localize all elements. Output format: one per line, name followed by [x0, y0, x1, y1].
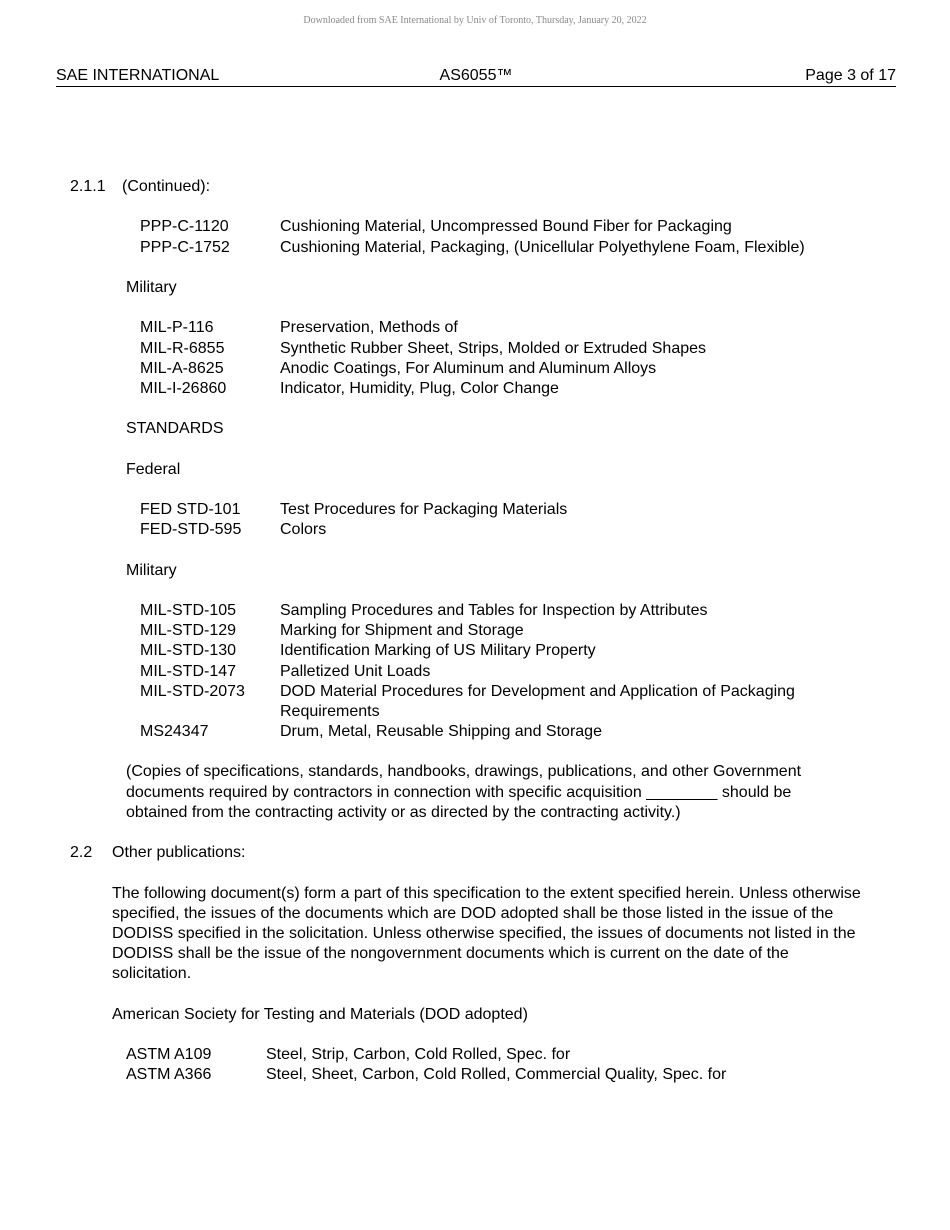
reference-code: MIL-STD-147	[140, 662, 237, 680]
subheading-military-standards: Military	[126, 561, 177, 579]
header-page-number: Page 3 of 17	[805, 67, 896, 84]
reference-row	[0, 1045, 950, 1065]
reference-code: MIL-R-6855	[140, 339, 225, 357]
reference-code: ASTM A109	[126, 1046, 212, 1064]
reference-row	[0, 379, 950, 399]
reference-title: Colors	[280, 521, 327, 539]
reference-title: Indicator, Humidity, Plug, Color Change	[280, 379, 559, 397]
reference-title: Anodic Coatings, For Aluminum and Aluminum Alloys	[280, 359, 657, 377]
subheading-military-specs: Military	[126, 278, 177, 296]
reference-title: Sampling Procedures and Tables for Inspection by Attributes	[280, 601, 708, 619]
reference-row	[0, 520, 950, 540]
section-number: 2.2	[70, 844, 93, 862]
section-heading	[0, 177, 950, 197]
page-header	[56, 66, 896, 87]
page-body	[0, 177, 950, 1086]
other-publications-paragraph: The following document(s) form a part of this specification to the extent specified herein. Unless otherwise specified, the issues of the documents which are DOD adopted shall be those listed in the issue of the DODISS specified in the solicitation. Unless otherwise specified, the issues of documents not listed in the DODISS shall be the issue of the nongovernment documents which is current on the date of the solicitation.	[112, 884, 861, 983]
reference-code: MIL-A-8625	[140, 359, 224, 377]
reference-title: Cushioning Material, Uncompressed Bound Fiber for Packaging	[280, 218, 732, 236]
reference-code: PPP-C-1120	[140, 218, 229, 236]
reference-code: ASTM A366	[126, 1066, 212, 1084]
reference-code: MIL-I-26860	[140, 379, 227, 397]
copies-note: (Copies of specifications, standards, handbooks, drawings, publications, and other Government documents required by contractors in connection with specific acquisition ________ should be obtained from the contracting activity or as directed by the contracting activity.)	[126, 763, 802, 821]
section-title: (Continued):	[122, 178, 211, 195]
reference-code: MIL-P-116	[140, 319, 214, 337]
reference-code: MIL-STD-2073	[140, 682, 245, 700]
reference-row	[0, 722, 950, 742]
reference-title: Synthetic Rubber Sheet, Strips, Molded or Extruded Shapes	[280, 339, 707, 357]
section-heading	[0, 843, 950, 863]
download-watermark: Downloaded from SAE International by Univ of Toronto, Thursday, January 20, 2022	[303, 15, 647, 26]
section-number: 2.1.1	[70, 178, 106, 195]
reference-row	[0, 1065, 950, 1085]
reference-title: Test Procedures for Packaging Materials	[280, 501, 568, 518]
section-title: Other publications:	[112, 844, 246, 862]
reference-code: FED-STD-595	[140, 521, 242, 539]
reference-title: Steel, Strip, Carbon, Cold Rolled, Spec. for	[266, 1046, 571, 1064]
reference-code: PPP-C-1752	[140, 238, 230, 256]
reference-code: MIL-STD-130	[140, 642, 237, 660]
reference-row	[0, 339, 950, 359]
reference-title: Preservation, Methods of	[280, 319, 458, 337]
reference-title: DOD Material Procedures for Development and Application of Packaging Requirements	[280, 682, 795, 720]
reference-row	[0, 359, 950, 379]
astm-heading: American Society for Testing and Materials (DOD adopted)	[112, 1005, 528, 1023]
reference-title: Marking for Shipment and Storage	[280, 622, 524, 640]
reference-row	[0, 621, 950, 641]
reference-code: MIL-STD-105	[140, 601, 237, 619]
header-organization: SAE INTERNATIONAL	[56, 67, 220, 84]
subheading-federal: Federal	[126, 460, 181, 478]
reference-title: Drum, Metal, Reusable Shipping and Storage	[280, 723, 602, 741]
reference-code: MIL-STD-129	[140, 622, 237, 640]
header-document-number: AS6055™	[439, 67, 513, 84]
reference-row	[0, 682, 950, 722]
reference-row	[0, 662, 950, 682]
reference-title: Cushioning Material, Packaging, (Unicellular Polyethylene Foam, Flexible)	[280, 238, 805, 256]
reference-row	[0, 238, 950, 258]
subheading-standards: STANDARDS	[126, 420, 224, 438]
reference-row	[0, 641, 950, 661]
reference-row	[0, 500, 950, 520]
reference-row	[0, 601, 950, 621]
reference-title: Steel, Sheet, Carbon, Cold Rolled, Commercial Quality, Spec. for	[266, 1066, 727, 1084]
reference-code: FED STD-101	[140, 501, 241, 518]
reference-title: Identification Marking of US Military Property	[280, 642, 596, 660]
reference-code: MS24347	[140, 723, 209, 741]
reference-row	[0, 318, 950, 338]
reference-title: Palletized Unit Loads	[280, 662, 431, 680]
reference-row	[0, 217, 950, 237]
